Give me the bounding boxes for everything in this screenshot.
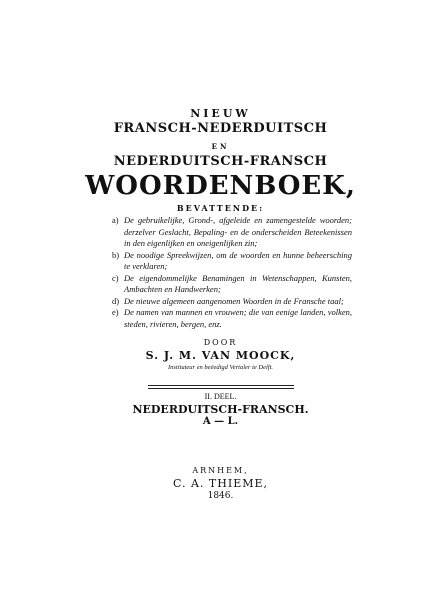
imprint-publisher: C. A. THIEME, xyxy=(172,477,269,490)
author-by: DOOR xyxy=(203,338,238,347)
contents-item xyxy=(112,307,352,330)
imprint-year: 1846. xyxy=(207,491,234,501)
item-marker: c) xyxy=(112,272,119,283)
author-name: S. J. M. VAN MOOCK, xyxy=(145,349,296,362)
item-marker: e) xyxy=(112,307,119,317)
item-marker: a) xyxy=(112,215,119,225)
contents-list xyxy=(112,215,352,330)
contents-item xyxy=(112,215,352,250)
contents-item xyxy=(112,273,352,296)
item-text: De namen van mannen en vrouwen; die van eenige landen, volken, steden, rivieren, bergen, enz. xyxy=(124,307,352,329)
title-main-woordenboek: WOORDENBOEK, xyxy=(85,171,356,201)
item-marker: b) xyxy=(112,249,120,260)
imprint-city: ARNHEM, xyxy=(192,466,249,475)
author-role: Instituteur en beëedigd Vertaler te Delft. xyxy=(167,364,274,371)
title-line-nieuw: NIEUW xyxy=(190,107,251,120)
volume-part: II. DEEL. xyxy=(204,392,237,401)
divider-rule xyxy=(148,385,294,386)
item-text: De gebruikelijke, Grond-, afgeleide en zamengestelde woorden; derzelver Geslacht, Bepaling- en de onderscheiden Beteekenissen in den eigenlijken en oneigenlijken zin; xyxy=(124,215,352,248)
item-marker: d) xyxy=(112,295,120,306)
volume-title: NEDERDUITSCH-FRANSCH. xyxy=(132,403,309,416)
contents-item xyxy=(112,296,352,308)
item-text: De noodige Spreekwijzen, om de woorden en hunne beheersching te verklaren; xyxy=(124,249,352,271)
volume-range: A — L. xyxy=(202,416,239,427)
title-line-fransch-nederduitsch: FRANSCH-NEDERDUITSCH xyxy=(113,121,328,136)
title-line-en: EN xyxy=(211,142,230,151)
contents-item xyxy=(112,250,352,273)
divider-rule xyxy=(148,388,294,389)
title-line-bevattende: BEVATTENDE: xyxy=(176,203,265,213)
item-text: De eigendommelijke Benamingen in Wetenschappen, Kunsten, Ambachten en Handwerken; xyxy=(124,272,352,294)
title-line-nederduitsch-fransch: NEDERDUITSCH-FRANSCH xyxy=(113,154,328,169)
item-text: De nieuwe algemeen aangenomen Woorden in de Fransche taal; xyxy=(124,295,344,306)
